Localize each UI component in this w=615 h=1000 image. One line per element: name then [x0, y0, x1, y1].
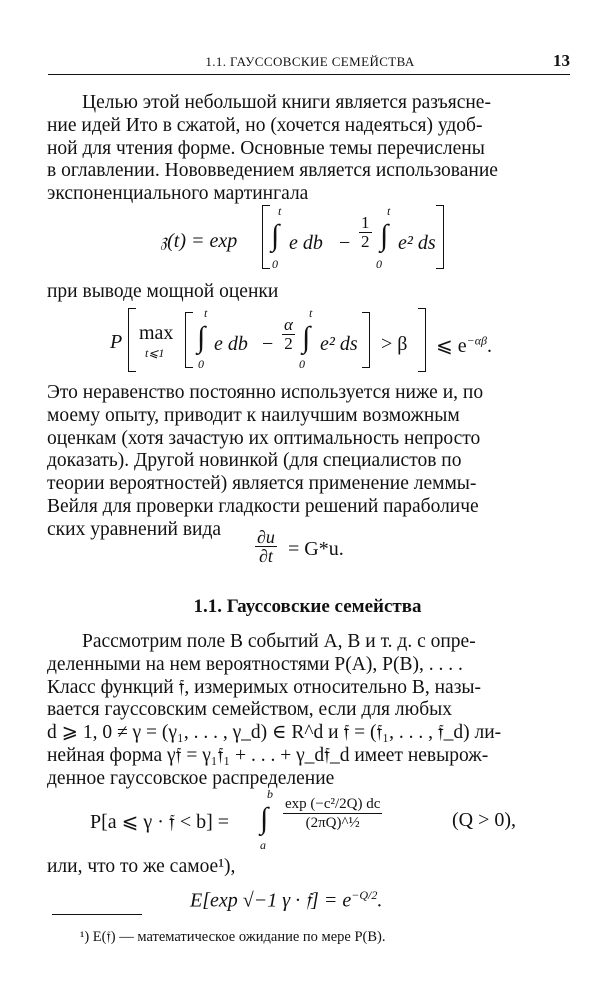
text-line: при выводе мощной оценки: [47, 281, 279, 302]
eq4-condition: (Q > 0),: [452, 809, 517, 831]
text-line: доказать). Другой новинкой (для специалистов по: [47, 450, 462, 472]
page-number: 13: [553, 51, 570, 70]
outer-left-bracket: [128, 308, 136, 372]
integral-sign: ∫: [260, 802, 269, 835]
eq1-lower-limit: 0: [272, 257, 278, 271]
eq1-lower-limit-2: 0: [376, 257, 382, 271]
header-rule: [48, 74, 570, 75]
eq2-fraction: $\frac{\alpha}{2}$: [284, 315, 293, 353]
eq2-upper-limit: t: [204, 306, 208, 320]
eq5-main: E[exp √−1 γ · 𝔣] = $e^{-Q/2}$.: [190, 888, 383, 912]
inner-right-bracket: [362, 312, 370, 368]
eq2-P: P: [110, 331, 123, 353]
text-line: Вейля для проверки гладкости решений параболиче: [47, 495, 479, 517]
integral-sign-2: ∫: [380, 219, 389, 252]
text-line: вается гауссовским семейством, если для любых: [47, 699, 452, 721]
paragraph-2: [47, 382, 569, 542]
text-line: нейная форма γ𝔣 = γ₁𝔣₁ + . . . + γ_d𝔣_d имеет невырож-: [47, 744, 489, 766]
eq1-fraction: $\frac{1}{2}$: [361, 213, 370, 251]
integral-sign: ∫: [197, 321, 206, 354]
eq2-int1-body: e db: [214, 333, 248, 355]
text-line: теории вероятностей) является применение леммы-: [47, 473, 477, 495]
text-before-estimate: [47, 281, 569, 304]
eq2-upper-limit-2: t: [309, 306, 313, 320]
eq2-lower-limit-2: 0: [299, 357, 305, 371]
eq2-max-sub: t⩽1: [145, 346, 165, 360]
text-line: денное гауссовское распределение: [47, 767, 335, 789]
text-line: Класс функций 𝔣, измеримых относительно B, назы-: [47, 676, 482, 698]
text-line: деленными на нем вероятностями P(A), P(B), . . . .: [47, 653, 463, 675]
eq2-max: max: [139, 322, 174, 344]
outer-right-bracket: [418, 308, 426, 372]
text-line: Это неравенство постоянно используется ниже и, по: [47, 382, 484, 403]
text-line: d ⩾ 1, 0 ≠ γ = (γ₁, . . . , γ_d) ∈ R^d и 𝔣 = (𝔣₁, . . . , 𝔣_d) ли-: [47, 722, 502, 744]
eq3-fraction: $\frac{\partial u}{\partial t}$: [257, 527, 275, 566]
text-line: ной для чтения форме. Основные темы перечислены: [47, 137, 485, 159]
eq2-int2-body: e² ds: [320, 333, 358, 355]
eq2-lower-limit: 0: [198, 357, 204, 371]
eq1-int1-body: e db: [289, 232, 323, 254]
right-bracket: [436, 205, 444, 269]
inner-left-bracket: [185, 312, 193, 368]
text-line: моему опыту, приводит к наилучшим возможным: [47, 404, 460, 426]
eq1-minus: −: [339, 232, 351, 254]
text-or-equivalently: [47, 856, 569, 879]
section-heading: 1.1. Гауссовские семейства: [193, 596, 422, 617]
eq1-upper-limit: t: [278, 204, 282, 218]
eq1-upper-limit-2: t: [387, 204, 391, 218]
text-line: Целью этой небольшой книги является разъясне-: [82, 92, 491, 113]
text-line: ских уравнений вида: [47, 518, 222, 540]
running-header: [50, 51, 570, 70]
text-line: в оглавлении. Нововведением является использование: [47, 160, 498, 182]
footnote: ¹) E(𝔣) — математическое ожидание по мере P(B).: [80, 929, 386, 945]
eq4-lhs: P[a ⩽ γ · 𝔣 < b] =: [90, 811, 230, 833]
paragraph-3: [47, 631, 569, 791]
intro-paragraph: [47, 92, 569, 206]
text-line: ние идей Ито в сжатой, но (хочется надеяться) удоб-: [47, 114, 483, 136]
text-line: Рассмотрим поле B событий A, B и т. д. с опре-: [82, 631, 476, 652]
eq2-rhs: ⩽ $e^{-\alpha\beta}$.: [436, 333, 493, 357]
text-line: экспоненциального мартингала: [47, 183, 309, 205]
eq4-upper-limit: b: [267, 787, 273, 801]
text-line: оценкам (хотя зачастую их оптимальность непросто: [47, 427, 481, 449]
text-line: или, что то же самое¹),: [47, 856, 236, 877]
footnote-rule: [52, 914, 142, 915]
left-bracket: [262, 205, 270, 269]
eq2-gt-beta: > β: [381, 333, 408, 355]
eq2-minus: −: [262, 333, 274, 355]
eq3-rhs: = G*u.: [288, 538, 344, 560]
running-title: 1.1. ГАУССОВСКИЕ СЕМЕЙСТВА: [205, 54, 415, 69]
integral-sign: ∫: [271, 219, 280, 252]
eq4-fraction: $\frac{\text{exp (−c²/2Q) dc}}{\text{(2πQ)\textasciicircum{}½}}$: [285, 796, 381, 831]
eq1-int2-body: e² ds: [398, 232, 436, 254]
eq1-lhs: 𝔷(t) = exp: [160, 230, 238, 252]
eq4-lower-limit: a: [260, 838, 266, 852]
integral-sign-2: ∫: [302, 321, 311, 354]
